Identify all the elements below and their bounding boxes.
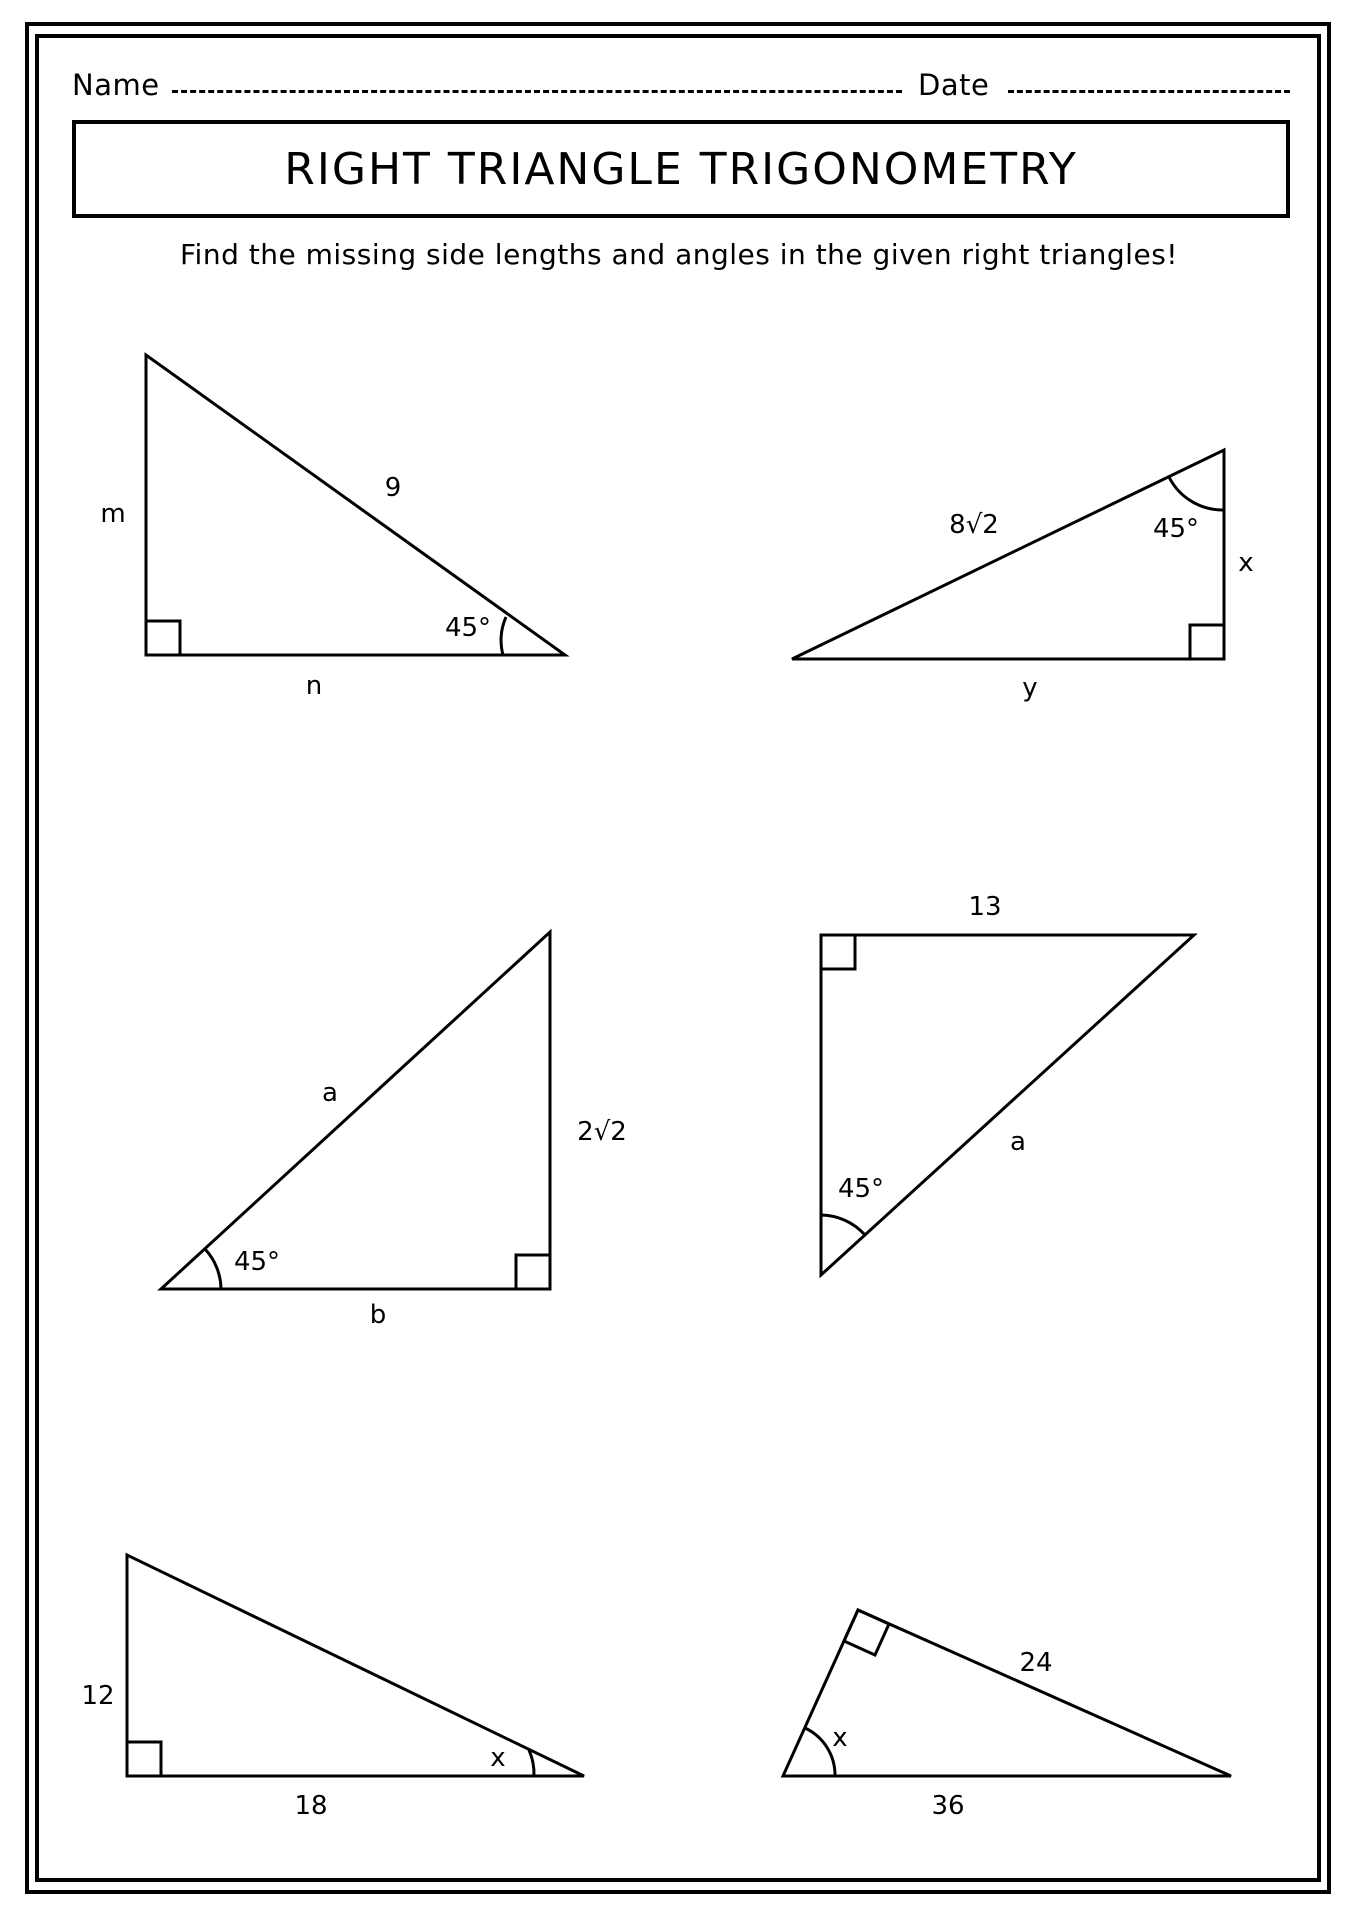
label-9: 9 — [384, 473, 402, 503]
problem-3-triangle — [161, 932, 627, 1330]
name-label: Name — [72, 68, 160, 102]
angle-arc-6 — [805, 1728, 835, 1776]
instructions: Find the missing side lengths and angles in the given right triangles! — [179, 238, 1179, 271]
problem-1-triangle — [100, 355, 565, 701]
label-8-root-2: 8√2 — [949, 510, 999, 540]
label-y: y — [1022, 673, 1038, 703]
problem-2-triangle — [792, 450, 1254, 703]
right-angle-marker-6 — [844, 1610, 889, 1655]
label-18: 18 — [294, 1791, 328, 1821]
triangle-6-shape — [783, 1610, 1231, 1776]
right-angle-marker-3 — [516, 1255, 550, 1289]
label-13: 13 — [968, 892, 1002, 922]
problem-6-triangle — [783, 1610, 1231, 1821]
label-45-deg-4: 45° — [837, 1174, 885, 1204]
label-x-6: x — [832, 1723, 848, 1753]
angle-arc-2 — [1169, 477, 1224, 510]
label-m: m — [100, 499, 126, 529]
date-label: Date — [918, 68, 990, 102]
right-angle-marker-4 — [821, 935, 855, 969]
label-b: b — [369, 1300, 387, 1330]
label-2-root-2: 2√2 — [577, 1117, 627, 1147]
label-45-deg-2: 45° — [1152, 514, 1200, 544]
triangle-1-shape — [146, 355, 565, 655]
label-a-3: a — [322, 1078, 338, 1108]
right-angle-marker-5 — [127, 1742, 161, 1776]
label-12: 12 — [81, 1681, 115, 1711]
label-a-4: a — [1010, 1127, 1026, 1157]
triangle-3-shape — [161, 932, 550, 1289]
angle-arc-1 — [501, 617, 506, 655]
label-24: 24 — [1019, 1648, 1053, 1678]
label-36: 36 — [931, 1791, 965, 1821]
angle-arc-3 — [205, 1249, 221, 1289]
label-45-deg-3: 45° — [233, 1247, 281, 1277]
label-x-2: x — [1238, 548, 1254, 578]
problem-4-triangle — [821, 892, 1194, 1275]
right-angle-marker-2 — [1190, 625, 1224, 659]
problem-5-triangle — [81, 1555, 584, 1821]
angle-arc-4 — [821, 1215, 865, 1235]
label-x-5: x — [490, 1743, 506, 1773]
right-angle-marker-1 — [146, 621, 180, 655]
label-45-deg-1: 45° — [444, 613, 492, 643]
triangle-5-shape — [127, 1555, 584, 1776]
triangle-2-shape — [792, 450, 1224, 659]
angle-arc-5 — [529, 1750, 534, 1776]
page-title: RIGHT TRIANGLE TRIGONOMETRY — [284, 143, 1078, 195]
triangle-4-shape — [821, 935, 1194, 1275]
label-n: n — [305, 671, 323, 701]
